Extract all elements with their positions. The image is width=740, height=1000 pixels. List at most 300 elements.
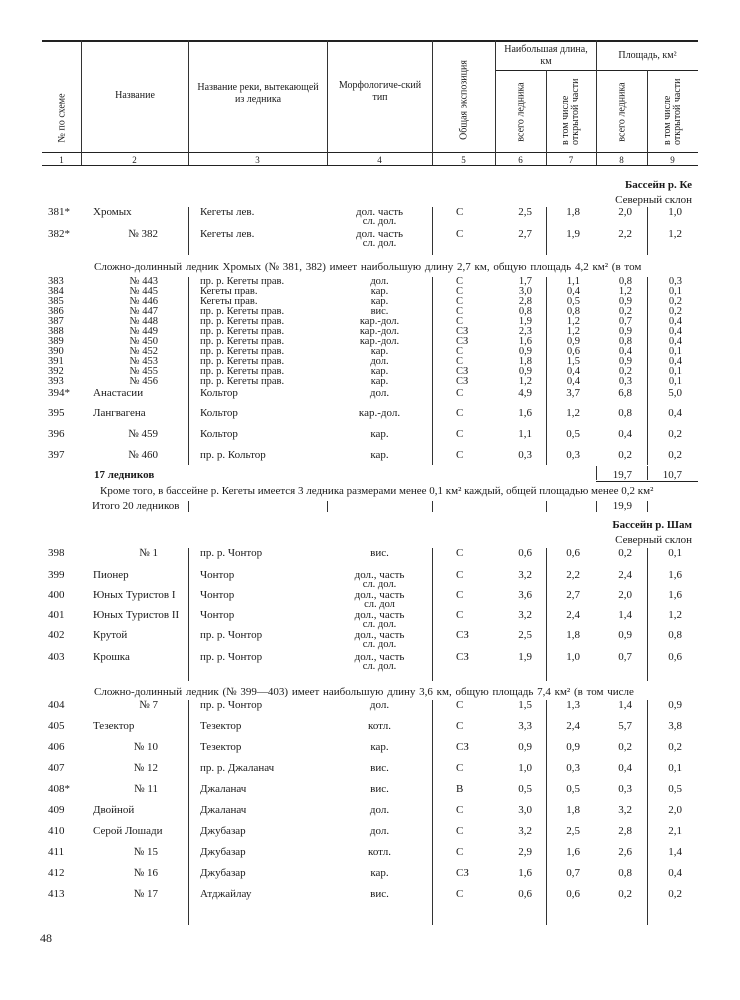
morph-type-second-line: сл. дол. bbox=[362, 216, 397, 227]
length-open: 1,3 bbox=[566, 699, 580, 711]
glacier-name: Тезектор bbox=[93, 720, 135, 732]
col-number: 3 bbox=[255, 155, 260, 165]
morph-type: кар.-дол. bbox=[359, 336, 400, 347]
river-name: пр. р. Чонтор bbox=[200, 699, 263, 711]
morph-type: вис. bbox=[370, 888, 389, 900]
length-total: 0,8 bbox=[518, 306, 532, 317]
row-number: 411 bbox=[48, 846, 65, 858]
row-number: 394* bbox=[48, 387, 70, 399]
area-total: 1,2 bbox=[618, 286, 632, 297]
area-total: 1,4 bbox=[618, 609, 632, 621]
length-open: 2,4 bbox=[566, 720, 580, 732]
river-name: пр. р. Кегеты прав. bbox=[200, 346, 285, 357]
exposition: С bbox=[456, 804, 464, 816]
column-divider bbox=[327, 501, 328, 512]
river-name: Джубазар bbox=[200, 825, 246, 837]
itogo-area: 19,9 bbox=[612, 500, 632, 512]
length-total: 1,5 bbox=[518, 699, 532, 711]
column-divider bbox=[188, 207, 189, 255]
length-total: 0,3 bbox=[518, 449, 532, 461]
column-divider bbox=[596, 501, 597, 512]
glacier-name: № 15 bbox=[133, 846, 158, 858]
area-open: 0,1 bbox=[668, 286, 682, 297]
area-total: 0,2 bbox=[618, 306, 632, 317]
exposition: СЗ bbox=[456, 629, 469, 641]
glacier-name: № 12 bbox=[133, 762, 158, 774]
morph-type: котл. bbox=[368, 846, 391, 858]
column-divider bbox=[432, 700, 433, 925]
morph-type: вис. bbox=[370, 783, 389, 795]
column-divider bbox=[188, 548, 189, 681]
column-divider bbox=[546, 277, 547, 465]
area-total: 6,8 bbox=[618, 387, 632, 399]
morph-type-second-line: сл. дол. bbox=[362, 579, 397, 590]
area-total: 0,8 bbox=[618, 276, 632, 287]
exposition: С bbox=[456, 387, 464, 399]
glacier-name: Лангвагена bbox=[93, 407, 146, 419]
length-total: 0,9 bbox=[518, 366, 532, 377]
length-total: 0,6 bbox=[518, 888, 532, 900]
area-open: 1,4 bbox=[668, 846, 682, 858]
length-open: 0,8 bbox=[566, 306, 580, 317]
row-number: 396 bbox=[48, 428, 65, 440]
length-total: 3,3 bbox=[518, 720, 532, 732]
area-total: 0,4 bbox=[618, 762, 632, 774]
row-number: 410 bbox=[48, 825, 65, 837]
morph-type: кар. bbox=[370, 346, 389, 357]
morph-type: дол., часть bbox=[354, 629, 405, 641]
row-number: 393 bbox=[48, 376, 64, 387]
header-col-divider bbox=[432, 40, 433, 165]
glacier-name: № 448 bbox=[129, 316, 158, 327]
area-open: 0,3 bbox=[668, 276, 682, 287]
length-open: 1,8 bbox=[566, 804, 580, 816]
length-total: 3,0 bbox=[518, 804, 532, 816]
length-open: 0,6 bbox=[566, 547, 580, 559]
col-number: 4 bbox=[377, 155, 382, 165]
morph-type-second-line: сл. дол. bbox=[362, 619, 397, 630]
area-total: 0,3 bbox=[618, 783, 632, 795]
row-number: 397 bbox=[48, 449, 65, 461]
page-number: 48 bbox=[40, 931, 52, 945]
length-total: 4,9 bbox=[518, 387, 532, 399]
total-rule bbox=[596, 481, 698, 482]
area-total: 0,9 bbox=[618, 326, 632, 337]
morph-type: дол. bbox=[369, 804, 390, 816]
morph-type: кар.-дол. bbox=[358, 407, 401, 419]
area-open: 1,0 bbox=[668, 206, 682, 218]
length-open: 1,9 bbox=[566, 228, 580, 240]
morph-type: дол., часть bbox=[354, 651, 405, 663]
area-total: 2,4 bbox=[618, 569, 632, 581]
header-col-divider bbox=[647, 70, 648, 165]
area-total: 0,3 bbox=[618, 376, 632, 387]
area-total: 0,7 bbox=[618, 316, 632, 327]
area-total: 0,8 bbox=[618, 407, 632, 419]
length-open: 1,1 bbox=[566, 276, 580, 287]
morph-type: дол. bbox=[370, 356, 389, 367]
col-number: 1 bbox=[59, 155, 64, 165]
row-number: 404 bbox=[48, 699, 65, 711]
exposition: СЗ bbox=[456, 326, 469, 337]
row-number: 395 bbox=[48, 407, 65, 419]
header-area: Площадь, км² bbox=[618, 50, 677, 61]
area-total: 0,2 bbox=[618, 741, 632, 753]
length-total: 1,9 bbox=[518, 651, 532, 663]
length-total: 3,0 bbox=[518, 286, 532, 297]
morph-type: кар. bbox=[370, 867, 389, 879]
header-area-total: всего ледника bbox=[616, 82, 628, 142]
area-total: 2,8 bbox=[618, 825, 632, 837]
glacier-name: Серой Лошади bbox=[93, 825, 163, 837]
length-total: 1,0 bbox=[518, 762, 532, 774]
morph-type: кар. bbox=[370, 376, 389, 387]
morph-type: вис. bbox=[370, 762, 389, 774]
length-open: 1,5 bbox=[566, 356, 580, 367]
header-length-total: всего ледника bbox=[515, 82, 527, 142]
river-name: Кегеты лев. bbox=[200, 206, 255, 218]
header-col-divider bbox=[495, 40, 496, 165]
length-open: 1,2 bbox=[566, 316, 580, 327]
length-total: 3,2 bbox=[518, 609, 532, 621]
col-number: 6 bbox=[518, 155, 523, 165]
column-divider bbox=[647, 466, 648, 480]
row-number: 399 bbox=[48, 569, 65, 581]
exposition: СЗ bbox=[456, 376, 469, 387]
morph-type: кар. bbox=[370, 366, 389, 377]
length-total: 2,3 bbox=[518, 326, 532, 337]
slope-heading: Северный склон bbox=[615, 534, 692, 546]
row-number: 392 bbox=[48, 366, 64, 377]
area-open: 1,6 bbox=[668, 589, 682, 601]
morph-type: дол., часть bbox=[354, 609, 405, 621]
glacier-name: № 445 bbox=[129, 286, 158, 297]
river-name: Тезектор bbox=[200, 720, 242, 732]
exposition: С bbox=[456, 228, 464, 240]
exposition: СЗ bbox=[456, 366, 469, 377]
morph-type: котл. bbox=[368, 720, 391, 732]
area-total: 0,4 bbox=[618, 428, 632, 440]
length-total: 2,5 bbox=[518, 206, 532, 218]
area-open: 2,0 bbox=[668, 804, 682, 816]
length-total: 3,6 bbox=[518, 589, 532, 601]
river-name: пр. р. Кегеты прав. bbox=[200, 336, 285, 347]
morph-type: дол. часть bbox=[355, 228, 404, 240]
row-number: 403 bbox=[48, 651, 65, 663]
area-total: 3,2 bbox=[618, 804, 632, 816]
total-label: 17 ледников bbox=[94, 469, 155, 481]
row-number: 408* bbox=[48, 783, 70, 795]
glacier-name: № 382 bbox=[128, 228, 158, 240]
glacier-name: № 11 bbox=[134, 783, 158, 795]
column-divider bbox=[188, 501, 189, 512]
area-total: 0,9 bbox=[618, 629, 632, 641]
morph-type: дол. bbox=[369, 699, 390, 711]
glacier-name: № 10 bbox=[133, 741, 158, 753]
row-number: 381* bbox=[48, 206, 70, 218]
river-name: Чонтор bbox=[200, 589, 235, 601]
column-divider bbox=[432, 207, 433, 255]
row-number: 391 bbox=[48, 356, 64, 367]
exposition: С bbox=[456, 762, 464, 774]
length-total: 1,6 bbox=[518, 867, 532, 879]
header-col-divider bbox=[327, 40, 328, 165]
area-open: 0,2 bbox=[668, 428, 682, 440]
length-total: 2,5 bbox=[518, 629, 532, 641]
length-total: 0,9 bbox=[518, 741, 532, 753]
length-open: 1,8 bbox=[566, 629, 580, 641]
row-number: 406 bbox=[48, 741, 65, 753]
area-open: 1,2 bbox=[668, 609, 682, 621]
river-name: Джаланач bbox=[200, 804, 247, 816]
morph-type: кар. bbox=[370, 286, 389, 297]
length-open: 0,7 bbox=[566, 867, 580, 879]
length-total: 0,9 bbox=[518, 346, 532, 357]
area-total: 2,0 bbox=[618, 206, 632, 218]
area-open: 0,4 bbox=[668, 316, 682, 327]
length-open: 1,6 bbox=[566, 846, 580, 858]
row-number: 412 bbox=[48, 867, 65, 879]
area-open: 0,2 bbox=[668, 741, 682, 753]
table-top-rule bbox=[42, 40, 698, 42]
glacier-name: Крутой bbox=[93, 629, 128, 641]
area-total: 0,2 bbox=[618, 366, 632, 377]
glacier-name: № 16 bbox=[133, 867, 158, 879]
col-number: 9 bbox=[670, 155, 675, 165]
morph-type: кар. bbox=[370, 296, 389, 307]
length-open: 0,9 bbox=[566, 336, 580, 347]
length-total: 2,9 bbox=[518, 846, 532, 858]
glacier-name: № 449 bbox=[129, 326, 158, 337]
glacier-name: № 459 bbox=[128, 428, 158, 440]
area-total: 0,8 bbox=[618, 867, 632, 879]
area-open: 0,8 bbox=[668, 629, 682, 641]
column-divider bbox=[432, 501, 433, 512]
river-name: Чонтор bbox=[200, 569, 235, 581]
glacier-name: Хромых bbox=[93, 206, 132, 218]
row-number: 400 bbox=[48, 589, 65, 601]
glacier-name: Пионер bbox=[93, 569, 129, 581]
note-text: Сложно-долинный ледник (№ 399—403) имеет наибольшую длину 3,6 км, общую площадь 7,4 км² (в том числе bbox=[94, 686, 634, 698]
area-open: 2,1 bbox=[668, 825, 682, 837]
length-open: 2,2 bbox=[566, 569, 580, 581]
river-name: пр. р. Кегеты прав. bbox=[200, 376, 285, 387]
col-number: 2 bbox=[132, 155, 137, 165]
morph-type: вис. bbox=[370, 547, 389, 559]
exposition: С bbox=[456, 316, 464, 327]
total-area: 19,7 bbox=[612, 469, 632, 481]
row-number: 387 bbox=[48, 316, 64, 327]
glacier-name: № 453 bbox=[129, 356, 158, 367]
length-total: 0,5 bbox=[518, 783, 532, 795]
river-name: пр. р. Чонтор bbox=[200, 547, 263, 559]
exposition: С bbox=[456, 720, 464, 732]
area-open: 0,1 bbox=[668, 376, 682, 387]
header-exposition: Общая экспозиция bbox=[458, 60, 470, 140]
exposition: СЗ bbox=[456, 867, 469, 879]
exposition: С bbox=[456, 428, 464, 440]
area-open: 0,5 bbox=[668, 783, 682, 795]
length-open: 0,6 bbox=[566, 346, 580, 357]
length-total: 1,7 bbox=[518, 276, 532, 287]
area-open: 0,4 bbox=[668, 326, 682, 337]
exposition: С bbox=[456, 699, 464, 711]
area-total: 5,7 bbox=[618, 720, 632, 732]
length-total: 1,6 bbox=[518, 407, 532, 419]
river-name: Кольтор bbox=[200, 428, 238, 440]
length-open: 1,0 bbox=[566, 651, 580, 663]
river-name: пр. р. Чонтор bbox=[200, 651, 263, 663]
row-number: 413 bbox=[48, 888, 65, 900]
exposition: С bbox=[456, 407, 464, 419]
column-divider bbox=[647, 548, 648, 681]
glacier-name: № 450 bbox=[129, 336, 158, 347]
length-total: 2,7 bbox=[518, 228, 532, 240]
exposition: С bbox=[456, 888, 464, 900]
length-total: 1,9 bbox=[518, 316, 532, 327]
river-name: пр. р. Чонтор bbox=[200, 629, 263, 641]
length-open: 2,4 bbox=[566, 609, 580, 621]
area-open: 3,8 bbox=[668, 720, 682, 732]
glacier-name: Анастасии bbox=[93, 387, 144, 399]
area-open: 0,2 bbox=[668, 449, 682, 461]
length-open: 2,7 bbox=[566, 589, 580, 601]
length-open: 0,4 bbox=[566, 286, 580, 297]
area-open: 0,4 bbox=[668, 356, 682, 367]
morph-type: дол. bbox=[370, 276, 389, 287]
column-divider bbox=[546, 548, 547, 681]
length-open: 1,2 bbox=[566, 407, 580, 419]
header-col-divider bbox=[546, 70, 547, 165]
row-number: 389 bbox=[48, 336, 64, 347]
glacier-name: Двойной bbox=[93, 804, 135, 816]
row-number: 382* bbox=[48, 228, 70, 240]
area-total: 2,2 bbox=[618, 228, 632, 240]
area-total: 0,2 bbox=[618, 547, 632, 559]
header-col-divider bbox=[81, 40, 82, 165]
morph-type: кар. bbox=[370, 741, 389, 753]
row-number: 405 bbox=[48, 720, 65, 732]
header-length-open: в том числе открытой части bbox=[560, 78, 581, 145]
area-total: 2,0 bbox=[618, 589, 632, 601]
exposition: С bbox=[456, 846, 464, 858]
area-total: 1,4 bbox=[618, 699, 632, 711]
area-open: 0,2 bbox=[668, 296, 682, 307]
column-divider bbox=[596, 466, 597, 480]
area-open: 0,1 bbox=[668, 762, 682, 774]
area-open: 0,2 bbox=[668, 306, 682, 317]
exposition: СЗ bbox=[456, 336, 469, 347]
area-open: 1,2 bbox=[668, 228, 682, 240]
length-open: 0,9 bbox=[566, 741, 580, 753]
row-number: 388 bbox=[48, 326, 64, 337]
area-open: 0,4 bbox=[668, 336, 682, 347]
row-number: 384 bbox=[48, 286, 64, 297]
river-name: Атджайлау bbox=[200, 888, 252, 900]
exposition: С bbox=[456, 346, 464, 357]
glacier-name: № 456 bbox=[129, 376, 158, 387]
basin-heading-ke: Бассейн р. Ке bbox=[624, 179, 692, 191]
area-open: 5,0 bbox=[668, 387, 682, 399]
glacier-name: № 455 bbox=[129, 366, 158, 377]
river-name: Джубазар bbox=[200, 867, 246, 879]
exposition: С bbox=[456, 286, 464, 297]
area-open: 0,1 bbox=[668, 547, 682, 559]
column-divider bbox=[432, 277, 433, 465]
area-total: 0,9 bbox=[618, 296, 632, 307]
row-number: 386 bbox=[48, 306, 64, 317]
header-name: Название bbox=[115, 90, 155, 101]
river-name: пр. р. Джаланач bbox=[200, 762, 275, 774]
exposition: С bbox=[456, 296, 464, 307]
length-open: 1,2 bbox=[566, 326, 580, 337]
morph-type: кар. bbox=[370, 449, 389, 461]
length-total: 1,1 bbox=[518, 428, 532, 440]
morph-type: кар. bbox=[370, 428, 389, 440]
row-number: 383 bbox=[48, 276, 64, 287]
area-total: 0,2 bbox=[618, 449, 632, 461]
glacier-name: № 452 bbox=[129, 346, 158, 357]
river-name: Джаланач bbox=[200, 783, 247, 795]
column-divider bbox=[546, 700, 547, 925]
row-number: 407 bbox=[48, 762, 65, 774]
length-open: 0,3 bbox=[566, 449, 580, 461]
morph-type: дол. bbox=[369, 387, 390, 399]
length-open: 0,3 bbox=[566, 762, 580, 774]
river-name: пр. р. Кольтор bbox=[200, 449, 266, 461]
area-open: 1,6 bbox=[668, 569, 682, 581]
glacier-name: № 7 bbox=[139, 699, 158, 711]
length-total: 1,2 bbox=[518, 376, 532, 387]
exposition: С bbox=[456, 589, 464, 601]
header-area-open: в том числе открытой части bbox=[662, 78, 683, 145]
row-number: 409 bbox=[48, 804, 65, 816]
morph-type: вис. bbox=[370, 306, 389, 317]
slope-heading: Северный склон bbox=[615, 194, 692, 206]
area-open: 0,1 bbox=[668, 346, 682, 357]
exposition: С bbox=[456, 306, 464, 317]
column-divider bbox=[647, 207, 648, 255]
river-name: пр. р. Кегеты прав. bbox=[200, 366, 285, 377]
exposition: С bbox=[456, 609, 464, 621]
length-open: 1,8 bbox=[566, 206, 580, 218]
column-divider bbox=[188, 277, 189, 465]
col-number: 7 bbox=[568, 155, 574, 165]
river-name: пр. р. Кегеты прав. bbox=[200, 306, 285, 317]
morph-type: кар.-дол. bbox=[359, 316, 400, 327]
header-col-divider bbox=[596, 40, 597, 165]
header-river: Название реки, вытекающей из ледника bbox=[197, 82, 319, 105]
morph-type-second-line: сл. дол. bbox=[362, 639, 397, 650]
river-name: Кегеты прав. bbox=[200, 296, 258, 307]
glacier-name: Юных Туристов II bbox=[93, 609, 180, 621]
row-number: 401 bbox=[48, 609, 65, 621]
length-total: 2,8 bbox=[518, 296, 532, 307]
river-name: Кольтор bbox=[200, 407, 238, 419]
header-morph: Морфологиче-ский тип bbox=[338, 80, 422, 103]
header-number: № по схеме bbox=[56, 93, 68, 143]
length-total: 1,6 bbox=[518, 336, 532, 347]
morph-type-second-line: сл. дол. bbox=[362, 238, 397, 249]
glacier-name: Юных Туристов I bbox=[93, 589, 176, 601]
exposition: СЗ bbox=[456, 741, 469, 753]
length-open: 0,5 bbox=[566, 296, 580, 307]
glacier-name: № 17 bbox=[133, 888, 158, 900]
river-name: Джубазар bbox=[200, 846, 246, 858]
column-divider bbox=[647, 700, 648, 925]
morph-type: дол., часть bbox=[354, 569, 405, 581]
glacier-name: № 460 bbox=[128, 449, 158, 461]
